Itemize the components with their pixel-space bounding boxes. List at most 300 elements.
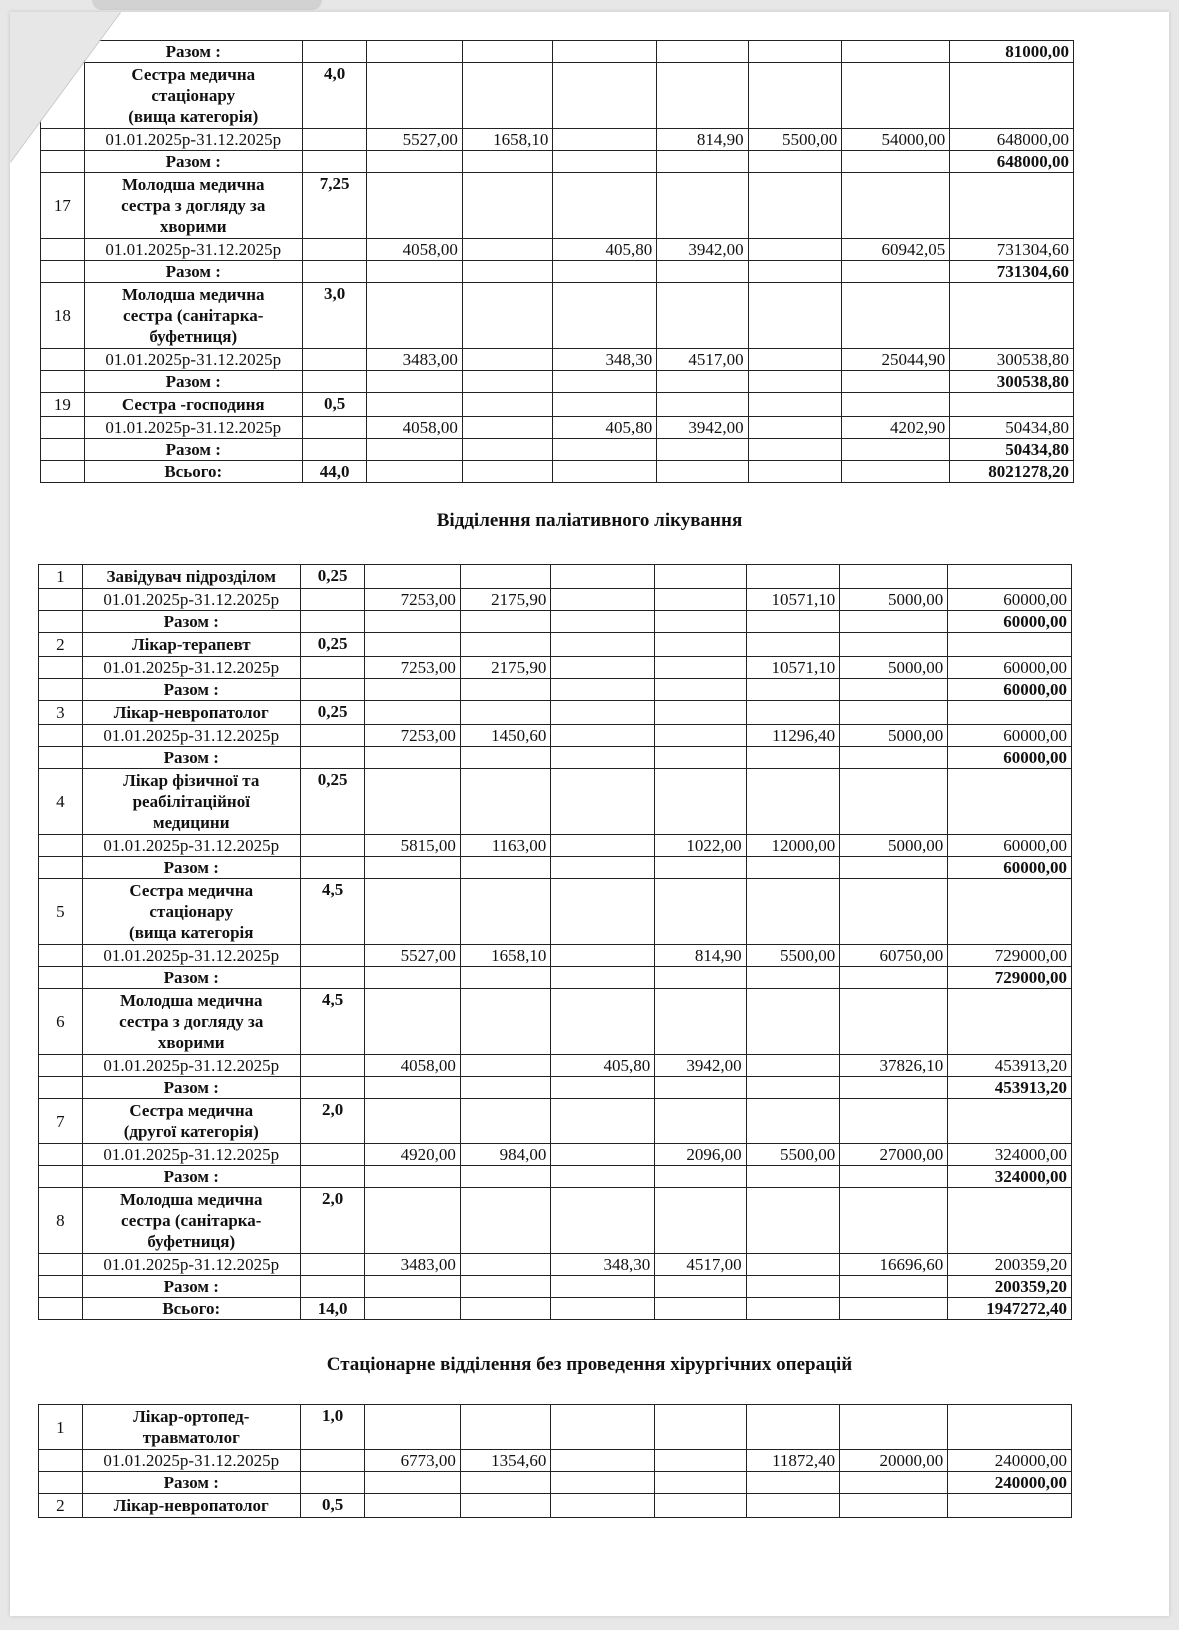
amount-cell: 11872,40 bbox=[746, 1450, 840, 1472]
empty-cell bbox=[367, 461, 463, 483]
amount-cell bbox=[551, 657, 655, 679]
empty-cell bbox=[842, 439, 950, 461]
position-title bbox=[84, 173, 302, 239]
table-row bbox=[39, 769, 1072, 835]
empty-cell bbox=[948, 769, 1072, 835]
amount-cell bbox=[551, 1144, 655, 1166]
empty-cell bbox=[551, 967, 655, 989]
subtotal-label: Разом : bbox=[84, 151, 302, 173]
period: 01.01.2025р-31.12.2025р bbox=[82, 835, 300, 857]
empty-cell bbox=[840, 1472, 948, 1494]
empty-cell bbox=[551, 1298, 655, 1320]
grand-total-label: Всього: bbox=[84, 461, 302, 483]
empty-cell bbox=[460, 747, 550, 769]
period: 01.01.2025р-31.12.2025р bbox=[82, 945, 300, 967]
empty-cell bbox=[300, 1055, 364, 1077]
amount-cell: 4058,00 bbox=[365, 1055, 461, 1077]
empty-cell bbox=[39, 1077, 83, 1099]
empty-cell bbox=[365, 1077, 461, 1099]
amount-cell bbox=[655, 589, 746, 611]
empty-cell bbox=[657, 151, 748, 173]
empty-cell bbox=[840, 1405, 948, 1450]
empty-cell bbox=[462, 261, 552, 283]
empty-cell bbox=[553, 371, 657, 393]
table-row bbox=[39, 835, 1072, 857]
position-number: 19 bbox=[41, 393, 85, 417]
empty-cell bbox=[365, 611, 461, 633]
table-row bbox=[39, 989, 1072, 1055]
amount-cell bbox=[655, 657, 746, 679]
position-number: 8 bbox=[39, 1188, 83, 1254]
staff-rate bbox=[300, 611, 364, 633]
amount-cell bbox=[748, 349, 842, 371]
empty-cell bbox=[655, 633, 746, 657]
amount-cell: 5000,00 bbox=[840, 835, 948, 857]
empty-cell bbox=[655, 701, 746, 725]
staff-rate: 0,25 bbox=[300, 769, 364, 835]
empty-cell bbox=[655, 611, 746, 633]
amount-cell: 7253,00 bbox=[365, 725, 461, 747]
amount-cell: 16696,60 bbox=[840, 1254, 948, 1276]
table-row bbox=[39, 857, 1072, 879]
staff-rate bbox=[300, 967, 364, 989]
empty-cell bbox=[365, 1298, 461, 1320]
empty-cell bbox=[365, 1472, 461, 1494]
position-title-line: сестра (санітарка- bbox=[123, 306, 264, 325]
table-row bbox=[39, 747, 1072, 769]
empty-cell bbox=[462, 371, 552, 393]
empty-cell bbox=[655, 857, 746, 879]
empty-cell bbox=[367, 261, 463, 283]
empty-cell bbox=[842, 283, 950, 349]
annual-total: 300538,80 bbox=[950, 349, 1074, 371]
empty-cell bbox=[365, 1166, 461, 1188]
empty-cell bbox=[367, 63, 463, 129]
empty-cell bbox=[300, 1144, 364, 1166]
empty-cell bbox=[840, 679, 948, 701]
table-row bbox=[39, 1166, 1072, 1188]
position-title-line: Сестра -господиня bbox=[121, 395, 265, 414]
empty-cell bbox=[842, 261, 950, 283]
amount-cell: 4202,90 bbox=[842, 417, 950, 439]
empty-cell bbox=[39, 1055, 83, 1077]
empty-cell bbox=[553, 151, 657, 173]
empty-cell bbox=[746, 1077, 840, 1099]
table-row bbox=[39, 657, 1072, 679]
staff-rate bbox=[302, 261, 366, 283]
empty-cell bbox=[39, 835, 83, 857]
staff-rate bbox=[300, 747, 364, 769]
empty-cell bbox=[842, 41, 950, 63]
amount-cell: 405,80 bbox=[551, 1055, 655, 1077]
table-row bbox=[41, 349, 1074, 371]
empty-cell bbox=[39, 725, 83, 747]
empty-cell bbox=[840, 747, 948, 769]
amount-cell bbox=[462, 239, 552, 261]
empty-cell bbox=[551, 633, 655, 657]
empty-cell bbox=[842, 63, 950, 129]
amount-cell: 2096,00 bbox=[655, 1144, 746, 1166]
empty-cell bbox=[950, 393, 1074, 417]
subtotal-label: Разом : bbox=[84, 41, 302, 63]
position-title-line: медицини bbox=[153, 813, 230, 832]
empty-cell bbox=[657, 439, 748, 461]
empty-cell bbox=[657, 173, 748, 239]
empty-cell bbox=[657, 371, 748, 393]
position-title-line: стаціонару bbox=[151, 86, 236, 105]
position-title-line: стаціонару bbox=[149, 902, 234, 921]
position-title-line: Лікар-ортопед- bbox=[133, 1407, 250, 1426]
table-row bbox=[41, 261, 1074, 283]
table-row bbox=[39, 1276, 1072, 1298]
position-title bbox=[82, 989, 300, 1055]
amount-cell: 1022,00 bbox=[655, 835, 746, 857]
empty-cell bbox=[842, 393, 950, 417]
position-title-line: Лікар-невропатолог bbox=[113, 703, 269, 722]
position-title-line: сестра (санітарка- bbox=[121, 1211, 262, 1230]
subtotal-value: 324000,00 bbox=[948, 1166, 1072, 1188]
empty-cell bbox=[300, 1254, 364, 1276]
amount-cell: 5527,00 bbox=[365, 945, 461, 967]
empty-cell bbox=[551, 747, 655, 769]
amount-cell: 5500,00 bbox=[746, 1144, 840, 1166]
empty-cell bbox=[748, 461, 842, 483]
table-row bbox=[41, 417, 1074, 439]
empty-cell bbox=[948, 989, 1072, 1055]
amount-cell: 25044,90 bbox=[842, 349, 950, 371]
empty-cell bbox=[460, 1166, 550, 1188]
empty-cell bbox=[655, 747, 746, 769]
staff-rate: 2,0 bbox=[300, 1099, 364, 1144]
position-title-line: Лікар-невропатолог bbox=[113, 1496, 269, 1515]
amount-cell: 54000,00 bbox=[842, 129, 950, 151]
empty-cell bbox=[840, 565, 948, 589]
position-title-line: буфетниця) bbox=[147, 1232, 236, 1251]
annual-total: 453913,20 bbox=[948, 1055, 1072, 1077]
amount-cell bbox=[746, 1254, 840, 1276]
empty-cell bbox=[746, 1472, 840, 1494]
subtotal-value: 300538,80 bbox=[950, 371, 1074, 393]
empty-cell bbox=[462, 439, 552, 461]
empty-cell bbox=[655, 1077, 746, 1099]
amount-cell: 5815,00 bbox=[365, 835, 461, 857]
empty-cell bbox=[553, 173, 657, 239]
position-title-line: хворими bbox=[159, 217, 227, 236]
empty-cell bbox=[553, 41, 657, 63]
empty-cell bbox=[302, 349, 366, 371]
amount-cell: 6773,00 bbox=[365, 1450, 461, 1472]
period: 01.01.2025р-31.12.2025р bbox=[84, 349, 302, 371]
amount-cell: 2175,90 bbox=[460, 589, 550, 611]
empty-cell bbox=[748, 151, 842, 173]
staff-rate bbox=[300, 1166, 364, 1188]
empty-cell bbox=[746, 679, 840, 701]
subtotal-value: 60000,00 bbox=[948, 679, 1072, 701]
empty-cell bbox=[948, 1405, 1072, 1450]
amount-cell bbox=[462, 417, 552, 439]
amount-cell: 348,30 bbox=[551, 1254, 655, 1276]
position-title-line: Молодша медична bbox=[121, 285, 265, 304]
empty-cell bbox=[39, 1450, 83, 1472]
staff-rate: 4,0 bbox=[302, 63, 366, 129]
subtotal-label: Разом : bbox=[82, 611, 300, 633]
period: 01.01.2025р-31.12.2025р bbox=[82, 1450, 300, 1472]
position-number: 3 bbox=[39, 701, 83, 725]
empty-cell bbox=[948, 1099, 1072, 1144]
empty-cell bbox=[41, 439, 85, 461]
table-row bbox=[39, 1405, 1072, 1450]
amount-cell: 2175,90 bbox=[460, 657, 550, 679]
empty-cell bbox=[657, 461, 748, 483]
table-row bbox=[39, 1254, 1072, 1276]
staff-table-palliative bbox=[38, 564, 1072, 1320]
empty-cell bbox=[657, 393, 748, 417]
table-row bbox=[39, 679, 1072, 701]
subtotal-label: Разом : bbox=[82, 1077, 300, 1099]
empty-cell bbox=[41, 349, 85, 371]
amount-cell bbox=[553, 129, 657, 151]
empty-cell bbox=[302, 129, 366, 151]
amount-cell: 1658,10 bbox=[462, 129, 552, 151]
amount-cell: 1354,60 bbox=[460, 1450, 550, 1472]
table-row bbox=[39, 1077, 1072, 1099]
empty-cell bbox=[746, 611, 840, 633]
table-row bbox=[39, 967, 1072, 989]
period: 01.01.2025р-31.12.2025р bbox=[82, 657, 300, 679]
empty-cell bbox=[840, 989, 948, 1055]
position-number: 7 bbox=[39, 1099, 83, 1144]
amount-cell bbox=[551, 945, 655, 967]
table-row bbox=[39, 1188, 1072, 1254]
empty-cell bbox=[551, 1188, 655, 1254]
empty-cell bbox=[746, 1405, 840, 1450]
empty-cell bbox=[365, 1494, 461, 1518]
empty-cell bbox=[365, 701, 461, 725]
empty-cell bbox=[746, 857, 840, 879]
empty-cell bbox=[462, 461, 552, 483]
empty-cell bbox=[551, 857, 655, 879]
empty-cell bbox=[950, 283, 1074, 349]
empty-cell bbox=[365, 989, 461, 1055]
amount-cell bbox=[551, 835, 655, 857]
subtotal-value: 60000,00 bbox=[948, 611, 1072, 633]
empty-cell bbox=[462, 173, 552, 239]
empty-cell bbox=[365, 879, 461, 945]
period: 01.01.2025р-31.12.2025р bbox=[84, 129, 302, 151]
amount-cell: 12000,00 bbox=[746, 835, 840, 857]
empty-cell bbox=[840, 879, 948, 945]
empty-cell bbox=[39, 945, 83, 967]
empty-cell bbox=[460, 633, 550, 657]
empty-cell bbox=[748, 283, 842, 349]
grand-total-value: 1947272,40 bbox=[948, 1298, 1072, 1320]
empty-cell bbox=[41, 371, 85, 393]
amount-cell: 7253,00 bbox=[365, 657, 461, 679]
staff-rate: 14,0 bbox=[300, 1298, 364, 1320]
table-row bbox=[41, 63, 1074, 129]
subtotal-label: Разом : bbox=[82, 967, 300, 989]
staff-rate: 4,5 bbox=[300, 879, 364, 945]
empty-cell bbox=[840, 701, 948, 725]
period: 01.01.2025р-31.12.2025р bbox=[82, 725, 300, 747]
empty-cell bbox=[39, 1166, 83, 1188]
empty-cell bbox=[460, 1405, 550, 1450]
annual-total: 60000,00 bbox=[948, 657, 1072, 679]
amount-cell bbox=[551, 725, 655, 747]
position-title-line: травматолог bbox=[142, 1428, 240, 1447]
amount-cell: 5000,00 bbox=[840, 589, 948, 611]
amount-cell: 4517,00 bbox=[655, 1254, 746, 1276]
empty-cell bbox=[655, 1276, 746, 1298]
annual-total: 648000,00 bbox=[950, 129, 1074, 151]
empty-cell bbox=[746, 701, 840, 725]
position-number: 1 bbox=[39, 1405, 83, 1450]
empty-cell bbox=[365, 769, 461, 835]
empty-cell bbox=[746, 879, 840, 945]
empty-cell bbox=[365, 747, 461, 769]
subtotal-value: 731304,60 bbox=[950, 261, 1074, 283]
amount-cell: 1163,00 bbox=[460, 835, 550, 857]
period: 01.01.2025р-31.12.2025р bbox=[84, 239, 302, 261]
amount-cell: 5000,00 bbox=[840, 725, 948, 747]
empty-cell bbox=[460, 857, 550, 879]
amount-cell bbox=[746, 1055, 840, 1077]
empty-cell bbox=[39, 1254, 83, 1276]
empty-cell bbox=[948, 633, 1072, 657]
table-row bbox=[41, 41, 1074, 63]
subtotal-value: 729000,00 bbox=[948, 967, 1072, 989]
position-title bbox=[82, 633, 300, 657]
empty-cell bbox=[367, 371, 463, 393]
table-row bbox=[41, 129, 1074, 151]
table-row bbox=[39, 701, 1072, 725]
empty-cell bbox=[553, 283, 657, 349]
annual-total: 729000,00 bbox=[948, 945, 1072, 967]
amount-cell bbox=[655, 725, 746, 747]
empty-cell bbox=[840, 857, 948, 879]
amount-cell: 3942,00 bbox=[655, 1055, 746, 1077]
position-title bbox=[84, 393, 302, 417]
amount-cell bbox=[460, 1254, 550, 1276]
position-title-line: буфетниця) bbox=[149, 327, 238, 346]
amount-cell: 814,90 bbox=[655, 945, 746, 967]
empty-cell bbox=[39, 1472, 83, 1494]
staff-rate: 0,25 bbox=[300, 701, 364, 725]
annual-total: 324000,00 bbox=[948, 1144, 1072, 1166]
staff-rate: 2,0 bbox=[300, 1188, 364, 1254]
subtotal-label: Разом : bbox=[84, 439, 302, 461]
empty-cell bbox=[551, 611, 655, 633]
staff-rate bbox=[300, 1276, 364, 1298]
empty-cell bbox=[842, 151, 950, 173]
position-title bbox=[82, 769, 300, 835]
empty-cell bbox=[460, 679, 550, 701]
empty-cell bbox=[950, 173, 1074, 239]
subtotal-label: Разом : bbox=[84, 371, 302, 393]
table-row bbox=[39, 945, 1072, 967]
empty-cell bbox=[39, 967, 83, 989]
position-title bbox=[82, 1099, 300, 1144]
amount-cell: 20000,00 bbox=[840, 1450, 948, 1472]
empty-cell bbox=[553, 393, 657, 417]
empty-cell bbox=[655, 679, 746, 701]
empty-cell bbox=[365, 1099, 461, 1144]
empty-cell bbox=[840, 1077, 948, 1099]
empty-cell bbox=[39, 857, 83, 879]
empty-cell bbox=[39, 657, 83, 679]
empty-cell bbox=[302, 239, 366, 261]
amount-cell: 1658,10 bbox=[460, 945, 550, 967]
position-title-line: Лікар фізичної та bbox=[123, 771, 260, 790]
empty-cell bbox=[367, 151, 463, 173]
position-title-line: Сестра медична bbox=[129, 1101, 254, 1120]
subtotal-value: 648000,00 bbox=[950, 151, 1074, 173]
empty-cell bbox=[460, 879, 550, 945]
empty-cell bbox=[746, 967, 840, 989]
staff-table-1 bbox=[40, 40, 1074, 483]
amount-cell: 5500,00 bbox=[748, 129, 842, 151]
amount-cell: 11296,40 bbox=[746, 725, 840, 747]
staff-rate: 0,5 bbox=[302, 393, 366, 417]
position-title-line: реабілітаційної bbox=[132, 792, 250, 811]
empty-cell bbox=[551, 565, 655, 589]
empty-cell bbox=[365, 1276, 461, 1298]
empty-cell bbox=[41, 417, 85, 439]
table-row bbox=[41, 393, 1074, 417]
amount-cell: 4058,00 bbox=[367, 417, 463, 439]
empty-cell bbox=[842, 461, 950, 483]
position-title-line: Завідувач підрозділом bbox=[106, 567, 277, 586]
empty-cell bbox=[840, 1494, 948, 1518]
position-title-line: хворими bbox=[157, 1033, 225, 1052]
document-page bbox=[10, 12, 1169, 1616]
amount-cell bbox=[748, 239, 842, 261]
empty-cell bbox=[840, 769, 948, 835]
empty-cell bbox=[553, 261, 657, 283]
empty-cell bbox=[948, 1188, 1072, 1254]
empty-cell bbox=[460, 1494, 550, 1518]
annual-total: 731304,60 bbox=[950, 239, 1074, 261]
subtotal-label: Разом : bbox=[82, 857, 300, 879]
subtotal-value: 453913,20 bbox=[948, 1077, 1072, 1099]
position-title-line: сестра з догляду за bbox=[121, 196, 266, 215]
empty-cell bbox=[365, 857, 461, 879]
amount-cell: 348,30 bbox=[553, 349, 657, 371]
table-row bbox=[39, 1099, 1072, 1144]
subtotal-label: Разом : bbox=[82, 1472, 300, 1494]
empty-cell bbox=[39, 611, 83, 633]
empty-cell bbox=[460, 1472, 550, 1494]
staff-rate: 0,5 bbox=[300, 1494, 364, 1518]
amount-cell: 405,80 bbox=[553, 417, 657, 439]
empty-cell bbox=[840, 633, 948, 657]
amount-cell bbox=[655, 1450, 746, 1472]
annual-total: 200359,20 bbox=[948, 1254, 1072, 1276]
position-number: 6 bbox=[39, 989, 83, 1055]
period: 01.01.2025р-31.12.2025р bbox=[82, 589, 300, 611]
empty-cell bbox=[460, 1077, 550, 1099]
subtotal-label: Разом : bbox=[82, 679, 300, 701]
amount-cell: 5527,00 bbox=[367, 129, 463, 151]
position-title-line: (другої категорія) bbox=[123, 1122, 259, 1141]
empty-cell bbox=[950, 63, 1074, 129]
grand-total-value: 8021278,20 bbox=[950, 461, 1074, 483]
empty-cell bbox=[746, 747, 840, 769]
amount-cell bbox=[551, 1450, 655, 1472]
empty-cell bbox=[39, 1298, 83, 1320]
position-title bbox=[82, 701, 300, 725]
empty-cell bbox=[655, 565, 746, 589]
